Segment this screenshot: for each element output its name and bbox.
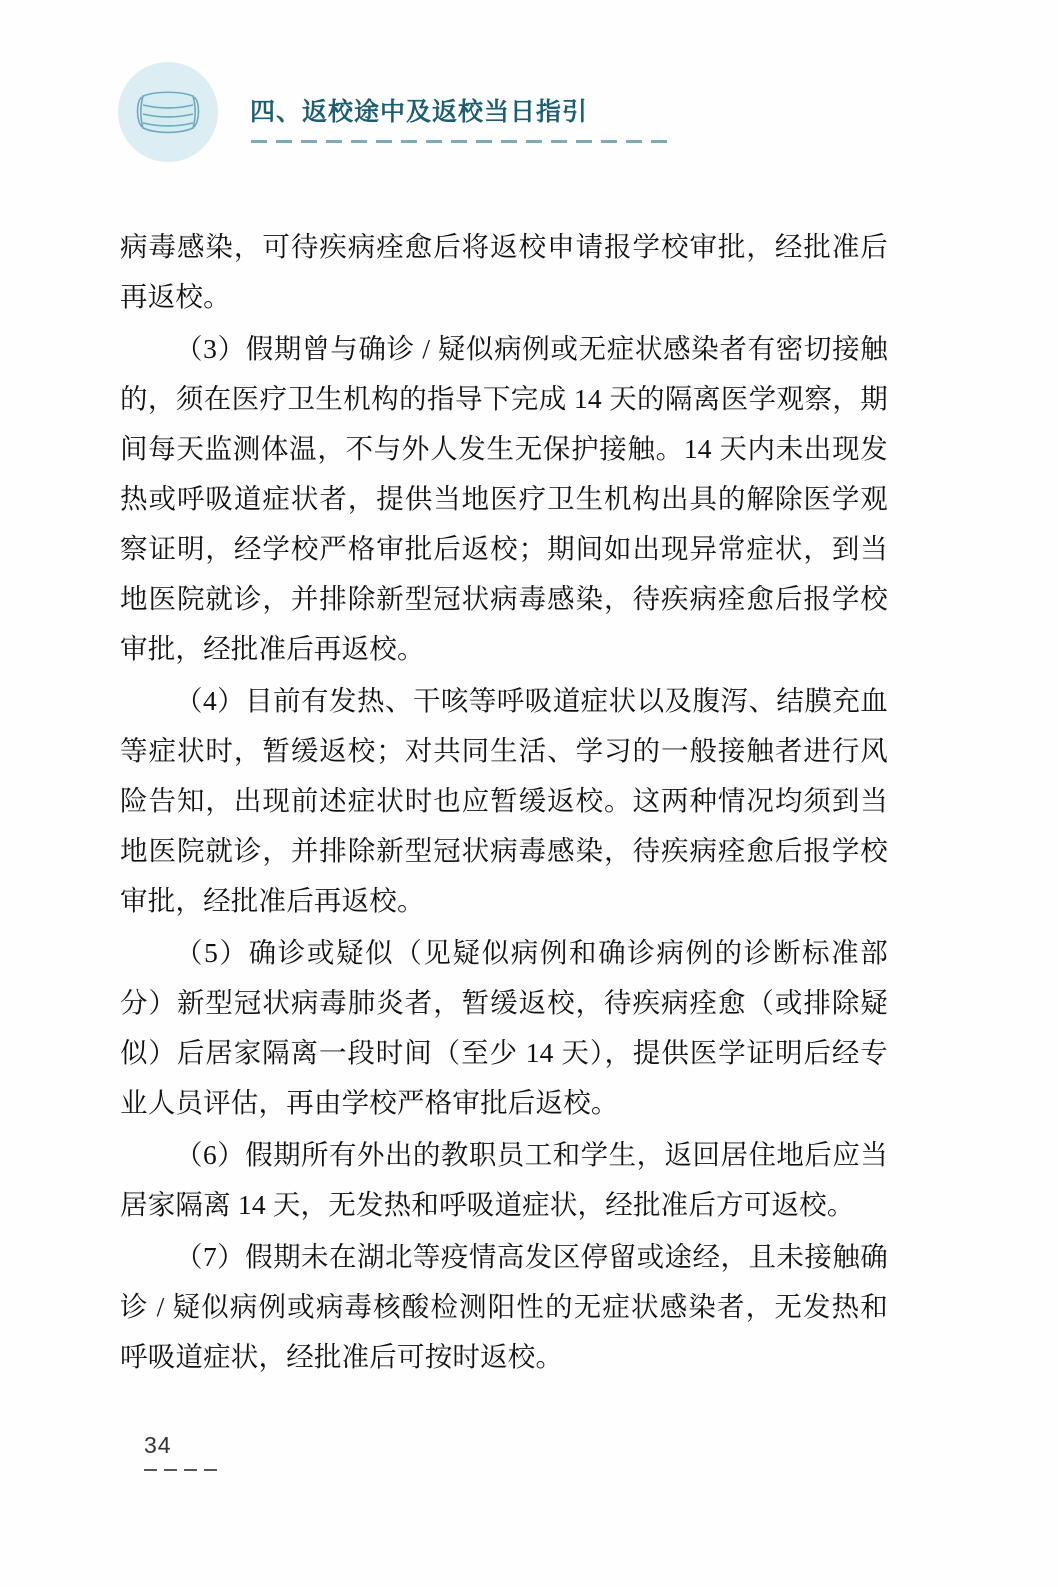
paragraph-item-3: （3）假期曾与确诊 / 疑似病例或无症状感染者有密切接触的，须在医疗卫生机构的指导下完成 14 天的隔离医学观察，期间每天监测体温，不与外人发生无保护接触。14 天内未出现发热或呼吸道症状者，提供当地医疗卫生机构出具的解除医学观察证明，经学校严格审批后返校；期间如出现异常症状，到当地医院就诊，并排除新型冠状病毒感染，待疾病痊愈后报学校审批，经批准后再返校。 xyxy=(120,333,888,664)
footer-dash-rule xyxy=(144,1469,344,1471)
paragraph-item-6: （6）假期所有外出的教职员工和学生，返回居住地后应当居家隔离 14 天，无发热和呼吸道症状，经批准后方可返校。 xyxy=(120,1139,888,1220)
paragraph-continuation: 病毒感染，可待疾病痊愈后将返校申请报学校审批，经批准后再返校。 xyxy=(120,231,888,312)
paragraph-item-7: （7）假期未在湖北等疫情高发区停留或途经，且未接触确诊 / 疑似病例或病毒核酸检测阳性的无症状感染者，无发热和呼吸道症状，经批准后可按时返校。 xyxy=(120,1241,888,1372)
page-number: 34 xyxy=(144,1432,172,1458)
header-dash-rule xyxy=(251,138,677,144)
page-header xyxy=(118,62,948,172)
paragraph-item-5: （5）确诊或疑似（见疑似病例和确诊病例的诊断标准部分）新型冠状病毒肺炎者，暂缓返校，待疾病痊愈（或排除疑似）后居家隔离一段时间（至少 14 天），提供医学证明后经专业人员评估，再由学校严格审批后返校。 xyxy=(120,937,888,1118)
paragraph-item-4: （4）目前有发热、干咳等呼吸道症状以及腹泻、结膜充血等症状时，暂缓返校；对共同生活、学习的一般接触者进行风险告知，出现前述症状时也应暂缓返校。这两种情况均须到当地医院就诊，并排除新型冠状病毒感染，待疾病痊愈后报学校审批，经批准后再返校。 xyxy=(120,685,888,916)
page-body xyxy=(120,222,888,1384)
page-footer xyxy=(144,1432,344,1471)
section-title: 四、返校途中及返校当日指引 xyxy=(250,98,589,126)
face-mask-icon xyxy=(118,62,218,162)
